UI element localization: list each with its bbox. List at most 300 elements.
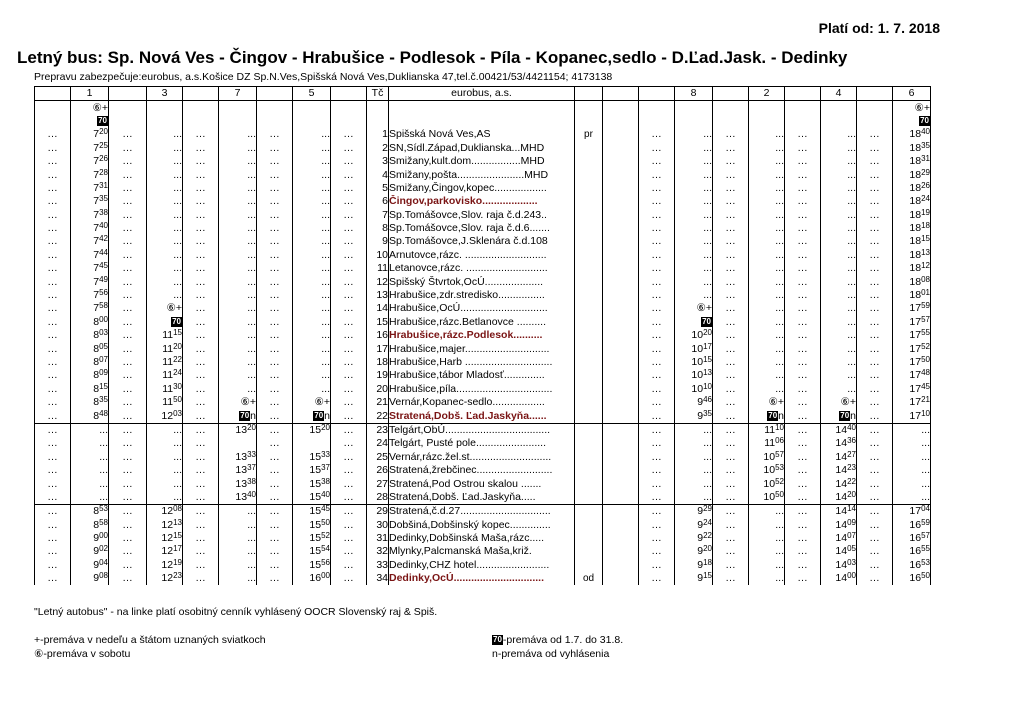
empty-cell: … xyxy=(109,423,147,437)
empty-cell: … xyxy=(35,477,71,490)
empty-cell: … xyxy=(183,423,219,437)
empty-cell: … xyxy=(713,182,749,195)
direction-mark xyxy=(575,115,603,128)
time-cell: ... xyxy=(219,505,257,519)
time-cell: ... xyxy=(749,559,785,572)
time-cell xyxy=(219,437,257,450)
time-cell: ... xyxy=(821,302,857,315)
empty-cell: … xyxy=(713,451,749,464)
extra-mark xyxy=(603,155,639,168)
time-cell: $11^{50}$ xyxy=(147,396,183,409)
empty-cell: … xyxy=(35,182,71,195)
stop-name: Vernár,Kopanec-sedlo.................. xyxy=(389,396,575,409)
empty-cell: … xyxy=(857,316,893,329)
stop-name: Hrabušice,Harb .............................. xyxy=(389,356,575,369)
valid-from: Platí od: 1. 7. 2018 xyxy=(818,20,940,36)
time-cell: $15^{45}$ xyxy=(293,505,331,519)
time-cell: ⑥+ xyxy=(675,302,713,315)
extra-mark xyxy=(603,396,639,409)
table-row xyxy=(35,369,931,382)
time-cell xyxy=(293,101,331,115)
empty-cell: … xyxy=(857,559,893,572)
empty-cell: … xyxy=(713,316,749,329)
empty-cell: … xyxy=(331,195,367,208)
empty-cell: … xyxy=(331,155,367,168)
time-cell: ... xyxy=(821,222,857,235)
empty-cell: … xyxy=(35,168,71,181)
time-cell: $10^{10}$ xyxy=(675,383,713,396)
stop-number: 23 xyxy=(367,423,389,437)
empty-cell: … xyxy=(639,356,675,369)
empty-cell: … xyxy=(331,545,367,558)
empty-cell: … xyxy=(857,289,893,302)
timetable xyxy=(34,86,931,585)
train-header: 5 xyxy=(293,87,331,101)
table-row xyxy=(35,356,931,369)
empty-cell: … xyxy=(183,396,219,409)
empty-cell: … xyxy=(257,505,293,519)
time-cell: ... xyxy=(219,532,257,545)
time-cell: $15^{20}$ xyxy=(293,423,331,437)
empty-cell: … xyxy=(35,519,71,532)
stop-name: Stratená,Dobš. Ľad.Jaskyňa...... xyxy=(389,409,575,423)
empty-cell: … xyxy=(183,369,219,382)
empty-cell: … xyxy=(331,168,367,181)
empty-cell: … xyxy=(331,182,367,195)
empty-cell: … xyxy=(109,155,147,168)
empty-cell: … xyxy=(35,142,71,155)
time-cell: ... xyxy=(821,356,857,369)
empty-cell: … xyxy=(109,262,147,275)
time-cell xyxy=(293,437,331,450)
extra-mark xyxy=(603,302,639,315)
empty-cell: … xyxy=(713,128,749,141)
empty-cell: … xyxy=(109,477,147,490)
time-cell: $9^{29}$ xyxy=(675,505,713,519)
extra-mark xyxy=(603,559,639,572)
time-cell: ... xyxy=(675,128,713,141)
empty-cell: … xyxy=(857,519,893,532)
time-cell: $7^{25}$ xyxy=(71,142,109,155)
stop-number: 5 xyxy=(367,182,389,195)
time-cell: ... xyxy=(749,249,785,262)
empty-cell: … xyxy=(257,316,293,329)
note-seventy: 70-premáva od 1.7. do 31.8. xyxy=(493,634,624,646)
time-cell: 70n xyxy=(821,409,857,423)
empty-cell: … xyxy=(257,222,293,235)
stop-number: 25 xyxy=(367,451,389,464)
time-cell: ... xyxy=(749,383,785,396)
extra-mark xyxy=(603,222,639,235)
empty-cell: … xyxy=(109,195,147,208)
time-cell: ⑥+ xyxy=(749,396,785,409)
time-cell: $17^{21}$ xyxy=(893,396,931,409)
time-cell: $18^{01}$ xyxy=(893,289,931,302)
stop-name: Dedinky,CHZ hotel......................... xyxy=(389,559,575,572)
empty-cell: … xyxy=(183,142,219,155)
direction-mark xyxy=(575,101,603,115)
time-cell: $10^{17}$ xyxy=(675,342,713,355)
empty-cell: … xyxy=(183,182,219,195)
note-n: n-premáva od vyhlásenia xyxy=(492,648,610,660)
direction-mark xyxy=(575,491,603,505)
time-cell: $9^{18}$ xyxy=(675,559,713,572)
empty-cell: … xyxy=(713,409,749,423)
time-cell: ... xyxy=(749,195,785,208)
time-cell: ... xyxy=(293,142,331,155)
direction-mark: od xyxy=(575,572,603,585)
time-cell: ... xyxy=(749,519,785,532)
empty-cell: … xyxy=(109,168,147,181)
empty-cell: … xyxy=(785,168,821,181)
empty-cell: … xyxy=(109,249,147,262)
time-cell: $12^{13}$ xyxy=(147,519,183,532)
empty-cell: … xyxy=(257,168,293,181)
time-cell: $7^{40}$ xyxy=(71,222,109,235)
stop-number: 33 xyxy=(367,559,389,572)
time-cell: ... xyxy=(749,302,785,315)
time-cell: $14^{22}$ xyxy=(821,477,857,490)
stop-name: Hrabušice,rázc.Betlanovce .......... xyxy=(389,316,575,329)
empty-cell: … xyxy=(257,559,293,572)
table-row xyxy=(35,572,931,585)
empty-cell: … xyxy=(857,396,893,409)
time-cell: ... xyxy=(293,222,331,235)
time-cell: $15^{37}$ xyxy=(293,464,331,477)
stop-name: Telgárt,ObÚ.................................... xyxy=(389,423,575,437)
empty-cell: … xyxy=(183,249,219,262)
time-cell: $7^{31}$ xyxy=(71,182,109,195)
empty-cell: … xyxy=(257,437,293,450)
stop-number: 15 xyxy=(367,316,389,329)
table-row xyxy=(35,182,931,195)
time-cell: $12^{17}$ xyxy=(147,545,183,558)
time-cell: $15^{52}$ xyxy=(293,532,331,545)
empty-cell: … xyxy=(183,275,219,288)
time-cell: ... xyxy=(821,383,857,396)
empty-cell: … xyxy=(183,128,219,141)
empty-cell: … xyxy=(713,275,749,288)
time-cell: $16^{55}$ xyxy=(893,545,931,558)
time-cell: ... xyxy=(749,342,785,355)
time-cell: ... xyxy=(219,329,257,342)
time-cell: ... xyxy=(147,195,183,208)
empty-cell: … xyxy=(109,316,147,329)
stop-name: Vernár,rázc.žel.st............................ xyxy=(389,451,575,464)
time-cell: $9^{15}$ xyxy=(675,572,713,585)
time-cell: $18^{19}$ xyxy=(893,209,931,222)
empty-cell: … xyxy=(639,423,675,437)
time-cell: ... xyxy=(821,289,857,302)
time-cell: $11^{24}$ xyxy=(147,369,183,382)
empty-cell xyxy=(785,101,821,115)
empty-cell: … xyxy=(35,572,71,585)
time-cell: ... xyxy=(821,316,857,329)
time-cell: ... xyxy=(675,423,713,437)
empty-cell: … xyxy=(331,235,367,248)
time-cell: $8^{58}$ xyxy=(71,519,109,532)
empty-cell: … xyxy=(713,572,749,585)
time-cell: ... xyxy=(749,168,785,181)
time-cell: 70 xyxy=(71,115,109,128)
empty-cell: … xyxy=(331,128,367,141)
time-cell xyxy=(147,101,183,115)
stop-name: Arnutovce,rázc. ............................ xyxy=(389,249,575,262)
extra-mark xyxy=(603,128,639,141)
empty-cell: … xyxy=(639,182,675,195)
time-cell: ⑥+ xyxy=(293,396,331,409)
empty-cell: … xyxy=(257,195,293,208)
time-cell: $10^{52}$ xyxy=(749,477,785,490)
stop-number: 14 xyxy=(367,302,389,315)
extra-mark xyxy=(603,409,639,423)
empty-cell: … xyxy=(639,195,675,208)
time-cell: $12^{23}$ xyxy=(147,572,183,585)
table-row xyxy=(35,532,931,545)
empty-cell: … xyxy=(639,559,675,572)
empty-cell: … xyxy=(35,262,71,275)
time-cell: ... xyxy=(675,222,713,235)
time-cell: ... xyxy=(293,275,331,288)
empty-cell: … xyxy=(109,451,147,464)
direction-mark xyxy=(575,356,603,369)
time-cell: ... xyxy=(293,329,331,342)
time-cell: ... xyxy=(219,275,257,288)
empty-cell: … xyxy=(183,505,219,519)
direction-mark xyxy=(575,155,603,168)
empty-cell: … xyxy=(857,532,893,545)
empty-cell: … xyxy=(785,275,821,288)
stop-name: Sp.Tomášovce,J.Sklenára č.d.108 xyxy=(389,235,575,248)
stop-name: Dedinky,Dobšinská Maša,rázc..... xyxy=(389,532,575,545)
empty-cell: … xyxy=(331,505,367,519)
empty-cell: … xyxy=(331,437,367,450)
empty-cell xyxy=(331,115,367,128)
time-cell: ... xyxy=(219,383,257,396)
empty-cell: … xyxy=(35,491,71,505)
time-cell: $17^{50}$ xyxy=(893,356,931,369)
time-cell: ... xyxy=(293,302,331,315)
extra-mark xyxy=(603,519,639,532)
stop-number: 26 xyxy=(367,464,389,477)
time-cell: ... xyxy=(293,155,331,168)
empty-cell: … xyxy=(183,262,219,275)
empty-cell: … xyxy=(257,289,293,302)
empty-cell: … xyxy=(183,168,219,181)
time-cell: ... xyxy=(821,275,857,288)
empty-cell: … xyxy=(35,505,71,519)
time-cell: $18^{29}$ xyxy=(893,168,931,181)
time-cell: $8^{00}$ xyxy=(71,316,109,329)
time-cell: $7^{20}$ xyxy=(71,128,109,141)
empty-cell: … xyxy=(639,409,675,423)
empty-cell: … xyxy=(857,209,893,222)
table-row xyxy=(35,505,931,519)
time-cell: ... xyxy=(293,209,331,222)
empty-cell: … xyxy=(331,477,367,490)
empty-cell: … xyxy=(331,222,367,235)
empty-cell: … xyxy=(639,235,675,248)
time-cell: $18^{40}$ xyxy=(893,128,931,141)
time-cell: ... xyxy=(893,477,931,490)
empty-cell: … xyxy=(183,356,219,369)
extra-mark xyxy=(603,437,639,450)
time-cell: ⑥+ xyxy=(147,302,183,315)
time-cell: ... xyxy=(675,275,713,288)
extra-mark xyxy=(603,491,639,505)
extra-mark xyxy=(603,182,639,195)
empty-cell: … xyxy=(257,235,293,248)
stop-name: Dobšiná,Dobšinský kopec.............. xyxy=(389,519,575,532)
direction-mark xyxy=(575,396,603,409)
empty-cell xyxy=(257,101,293,115)
table-row xyxy=(35,409,931,423)
empty-cell: … xyxy=(713,369,749,382)
extra-mark xyxy=(603,464,639,477)
empty-cell xyxy=(639,101,675,115)
empty-cell: … xyxy=(785,195,821,208)
table-row xyxy=(35,101,931,115)
time-cell: $8^{05}$ xyxy=(71,342,109,355)
time-cell: ... xyxy=(675,249,713,262)
table-row xyxy=(35,383,931,396)
time-cell: $17^{04}$ xyxy=(893,505,931,519)
empty-cell: … xyxy=(713,235,749,248)
empty-cell: … xyxy=(713,423,749,437)
empty-cell xyxy=(183,115,219,128)
direction-mark xyxy=(575,464,603,477)
time-cell: ... xyxy=(893,491,931,505)
stop-name: Spišská Nová Ves,AS xyxy=(389,128,575,141)
stop-name: Hrabušice,rázc.Podlesok.......... xyxy=(389,329,575,342)
empty-cell: … xyxy=(257,532,293,545)
empty-cell: … xyxy=(35,342,71,355)
time-cell: $18^{35}$ xyxy=(893,142,931,155)
stop-name: Spišský Štvrtok,OcÚ.................... xyxy=(389,275,575,288)
empty-cell: … xyxy=(257,182,293,195)
time-cell: ... xyxy=(893,437,931,450)
empty-cell xyxy=(857,101,893,115)
stop-name: Stratená,žrebčinec.......................... xyxy=(389,464,575,477)
table-row xyxy=(35,559,931,572)
table-row xyxy=(35,289,931,302)
time-cell: $11^{15}$ xyxy=(147,329,183,342)
time-cell: $7^{45}$ xyxy=(71,262,109,275)
empty-cell: … xyxy=(785,477,821,490)
time-cell: ... xyxy=(749,329,785,342)
page-title: Letný bus: Sp. Nová Ves - Čingov - Hrabušice - Podlesok - Píla - Kopanec,sedlo - D.Ľad.Jask. - Dedinky xyxy=(17,48,848,67)
time-cell: ... xyxy=(749,545,785,558)
time-cell: ... xyxy=(675,142,713,155)
stop-name: Mlynky,Palcmanská Maša,križ. xyxy=(389,545,575,558)
stop-name: Hrabušice,OcÚ.............................. xyxy=(389,302,575,315)
empty-cell: … xyxy=(639,142,675,155)
stop-name: SN,Sídl.Západ,Duklianska...MHD xyxy=(389,142,575,155)
empty-cell: … xyxy=(109,383,147,396)
time-cell: ... xyxy=(219,356,257,369)
time-cell: ... xyxy=(147,155,183,168)
time-cell: ... xyxy=(293,316,331,329)
table-row xyxy=(35,316,931,329)
table-row xyxy=(35,302,931,315)
stop-number: 12 xyxy=(367,275,389,288)
empty-cell: … xyxy=(785,532,821,545)
time-cell: $7^{58}$ xyxy=(71,302,109,315)
time-cell: $13^{38}$ xyxy=(219,477,257,490)
time-cell: ... xyxy=(147,437,183,450)
empty-cell: … xyxy=(639,491,675,505)
train-header: 2 xyxy=(749,87,785,101)
time-cell: ... xyxy=(219,168,257,181)
empty-cell: … xyxy=(857,356,893,369)
time-cell: ... xyxy=(293,262,331,275)
time-cell: $9^{02}$ xyxy=(71,545,109,558)
empty-cell: … xyxy=(257,396,293,409)
time-cell: ... xyxy=(675,289,713,302)
empty-cell: … xyxy=(785,409,821,423)
empty-cell: … xyxy=(35,451,71,464)
stop-name xyxy=(389,115,575,128)
empty-cell: … xyxy=(35,437,71,450)
time-cell: ... xyxy=(71,423,109,437)
empty-cell: … xyxy=(713,195,749,208)
empty-cell: … xyxy=(785,209,821,222)
empty-cell: … xyxy=(331,329,367,342)
time-cell: ... xyxy=(675,168,713,181)
empty-cell: … xyxy=(35,423,71,437)
empty-cell: … xyxy=(331,316,367,329)
time-cell: ... xyxy=(821,128,857,141)
empty-cell: … xyxy=(35,249,71,262)
empty-cell: … xyxy=(35,396,71,409)
time-cell: $7^{28}$ xyxy=(71,168,109,181)
time-cell: $9^{20}$ xyxy=(675,545,713,558)
empty-cell: … xyxy=(785,519,821,532)
time-cell: ... xyxy=(293,289,331,302)
direction-mark xyxy=(575,275,603,288)
stop-number: 19 xyxy=(367,369,389,382)
stop-name: Sp.Tomášovce,Slov. raja č.d.6....... xyxy=(389,222,575,235)
stop-name: Telgárt, Pusté pole........................ xyxy=(389,437,575,450)
empty-cell xyxy=(639,115,675,128)
empty-cell: … xyxy=(257,142,293,155)
time-cell: $7^{35}$ xyxy=(71,195,109,208)
empty-cell: … xyxy=(639,302,675,315)
direction-mark xyxy=(575,532,603,545)
time-cell: $14^{14}$ xyxy=(821,505,857,519)
empty-cell: … xyxy=(109,491,147,505)
stop-number: 20 xyxy=(367,383,389,396)
time-cell xyxy=(219,115,257,128)
time-cell: $9^{00}$ xyxy=(71,532,109,545)
time-cell: ... xyxy=(293,356,331,369)
empty-cell: … xyxy=(639,532,675,545)
empty-cell: … xyxy=(857,477,893,490)
empty-cell: … xyxy=(331,342,367,355)
empty-cell: … xyxy=(183,451,219,464)
empty-cell: … xyxy=(257,128,293,141)
time-cell: $14^{20}$ xyxy=(821,491,857,505)
empty-cell: … xyxy=(713,437,749,450)
time-cell: $14^{07}$ xyxy=(821,532,857,545)
empty-cell: … xyxy=(639,477,675,490)
time-cell: ... xyxy=(749,289,785,302)
direction-mark xyxy=(575,451,603,464)
empty-cell: … xyxy=(183,437,219,450)
time-cell: ... xyxy=(147,477,183,490)
seventy-badge: 70 xyxy=(493,635,502,645)
train-header: 8 xyxy=(675,87,713,101)
